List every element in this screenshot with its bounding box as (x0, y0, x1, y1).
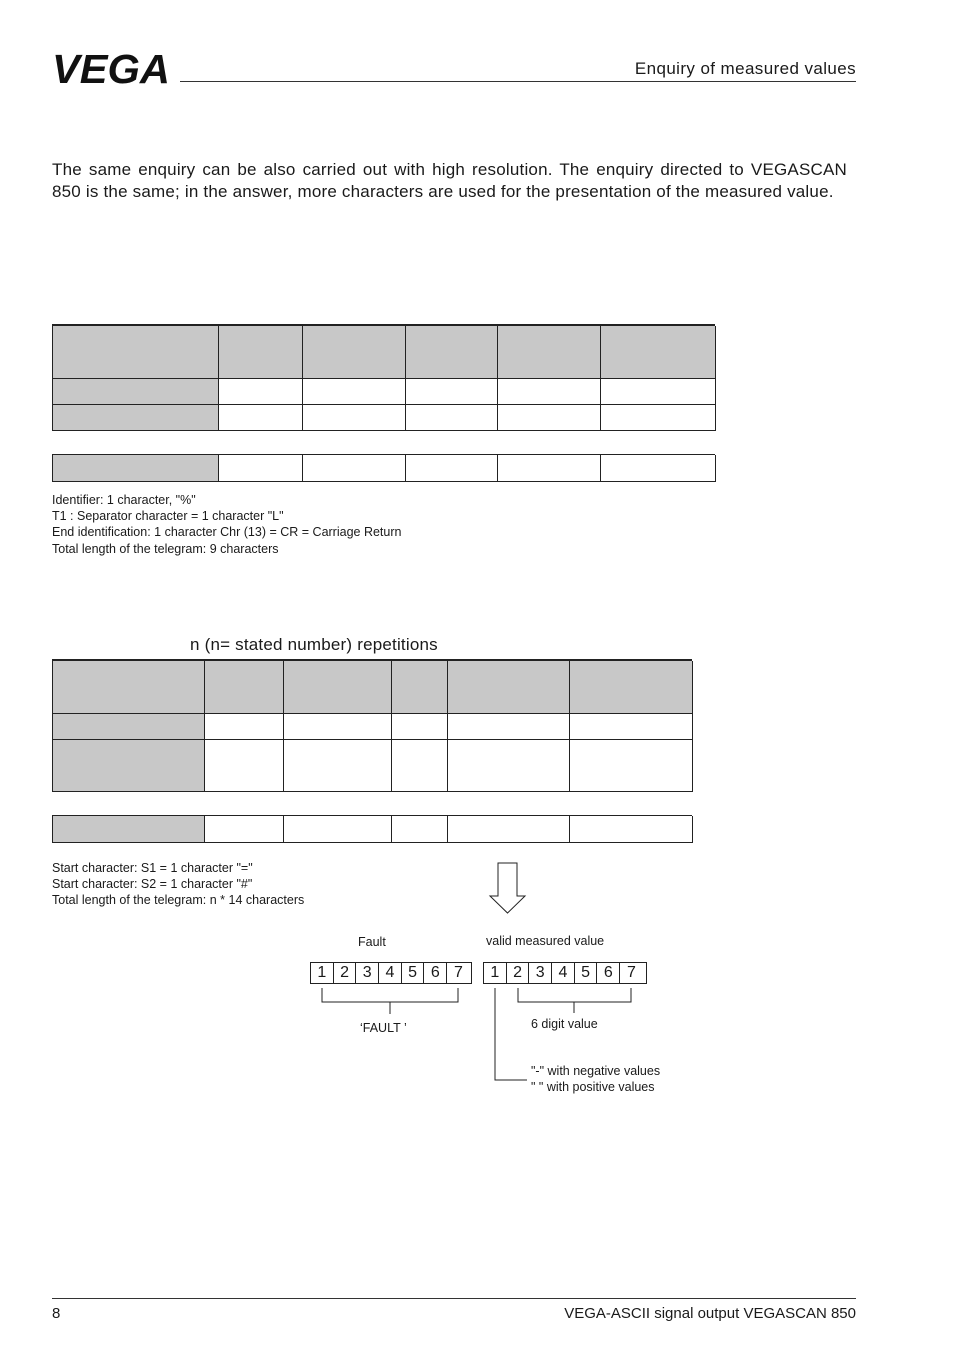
page-title: Enquiry of measured values (634, 59, 856, 78)
fault-bracket (322, 988, 458, 1014)
table-cell (284, 816, 392, 843)
value-digit-boxes (483, 962, 647, 984)
sign-leader-line (495, 988, 527, 1080)
table-cell (392, 740, 448, 792)
sign-negative-label: "-" with negative values (531, 1064, 661, 1078)
fault-text-label: ‘FAULT ’ (360, 1021, 407, 1035)
table-cell (406, 379, 498, 405)
digit-cell: 4 (552, 963, 575, 983)
table-cell (53, 740, 205, 792)
enquiry-note: Total length of the telegram: 9 characters (52, 542, 279, 556)
enquiry-note: End identification: 1 character Chr (13) = CR = Carriage Return (52, 525, 402, 539)
table-cell (498, 455, 601, 482)
table-cell (53, 661, 205, 714)
table-cell (392, 661, 448, 714)
table-cell (601, 326, 716, 379)
page-number: 8 (52, 1305, 61, 1322)
table-cell (303, 405, 406, 431)
digit-cell: 2 (507, 963, 530, 983)
table-cell (53, 714, 205, 740)
repetitions-label: n (n= stated number) repetitions (190, 635, 438, 654)
fault-label: Fault (358, 935, 386, 949)
digit-cell: 6 (424, 963, 447, 983)
enquiry-note: Identifier: 1 character, "%" (52, 493, 196, 507)
down-arrow-icon (490, 863, 525, 913)
valid-value-label: valid measured value (486, 934, 605, 948)
answer-note: Start character: S1 = 1 character "=" (52, 861, 253, 875)
enquiry-table (52, 324, 715, 431)
table-cell (570, 740, 693, 792)
digit-cell: 3 (529, 963, 552, 983)
vega-logo (52, 52, 172, 86)
table-cell (53, 816, 205, 843)
table-cell (406, 326, 498, 379)
table-cell (448, 740, 570, 792)
table-cell (284, 714, 392, 740)
table-cell (392, 816, 448, 843)
table-cell (392, 714, 448, 740)
sign-positive-label: " " with positive values (531, 1080, 655, 1094)
intro-paragraph: The same enquiry can be also carried out with high resolution. The enquiry directed to VEGASCAN 850 is the same; in the answer, more characters are used for the presentation of the measured value. (52, 160, 847, 201)
answer-note: Total length of the telegram: n * 14 characters (52, 893, 305, 907)
table-cell (498, 379, 601, 405)
table-cell (303, 326, 406, 379)
table-cell (53, 455, 219, 482)
footer-rule (52, 1298, 856, 1299)
enquiry-example-row (52, 454, 715, 482)
digit-cell: 5 (575, 963, 598, 983)
table-cell (448, 816, 570, 843)
vega-logo-text: VEGA (52, 52, 170, 86)
table-cell (448, 714, 570, 740)
table-cell (498, 326, 601, 379)
table-cell (601, 379, 716, 405)
digit-cell: 3 (356, 963, 379, 983)
table-cell (53, 405, 219, 431)
value-bracket (518, 988, 631, 1013)
answer-example-row (52, 815, 692, 843)
table-cell (205, 661, 284, 714)
table-cell (219, 455, 303, 482)
digit-cell: 1 (484, 963, 507, 983)
fault-digit-boxes (310, 962, 472, 984)
table-cell (303, 379, 406, 405)
table-cell (303, 455, 406, 482)
table-cell (219, 326, 303, 379)
table-cell (205, 714, 284, 740)
table-cell (219, 379, 303, 405)
answer-note: Start character: S2 = 1 character "#" (52, 877, 253, 891)
table-cell (205, 816, 284, 843)
digit-cell: 6 (597, 963, 620, 983)
table-cell (284, 740, 392, 792)
six-digit-label: 6 digit value (531, 1017, 598, 1031)
table-cell (448, 661, 570, 714)
digit-cell: 4 (379, 963, 402, 983)
header-rule (180, 81, 856, 82)
digit-cell: 5 (402, 963, 425, 983)
enquiry-note: T1 : Separator character = 1 character "L" (52, 509, 284, 523)
table-cell (570, 816, 693, 843)
table-cell (284, 661, 392, 714)
digit-cell: 1 (311, 963, 334, 983)
table-cell (601, 455, 716, 482)
table-cell (406, 405, 498, 431)
document-title: VEGA-ASCII signal output VEGASCAN 850 (564, 1305, 856, 1322)
digit-cell: 7 (454, 964, 463, 981)
table-cell (53, 326, 219, 379)
table-cell (53, 379, 219, 405)
table-cell (219, 405, 303, 431)
digit-cell: 2 (334, 963, 357, 983)
table-cell (570, 661, 693, 714)
answer-table (52, 659, 692, 792)
table-cell (570, 714, 693, 740)
table-cell (498, 405, 601, 431)
table-cell (406, 455, 498, 482)
table-cell (601, 405, 716, 431)
table-cell (205, 740, 284, 792)
digit-cell: 7 (627, 964, 636, 981)
